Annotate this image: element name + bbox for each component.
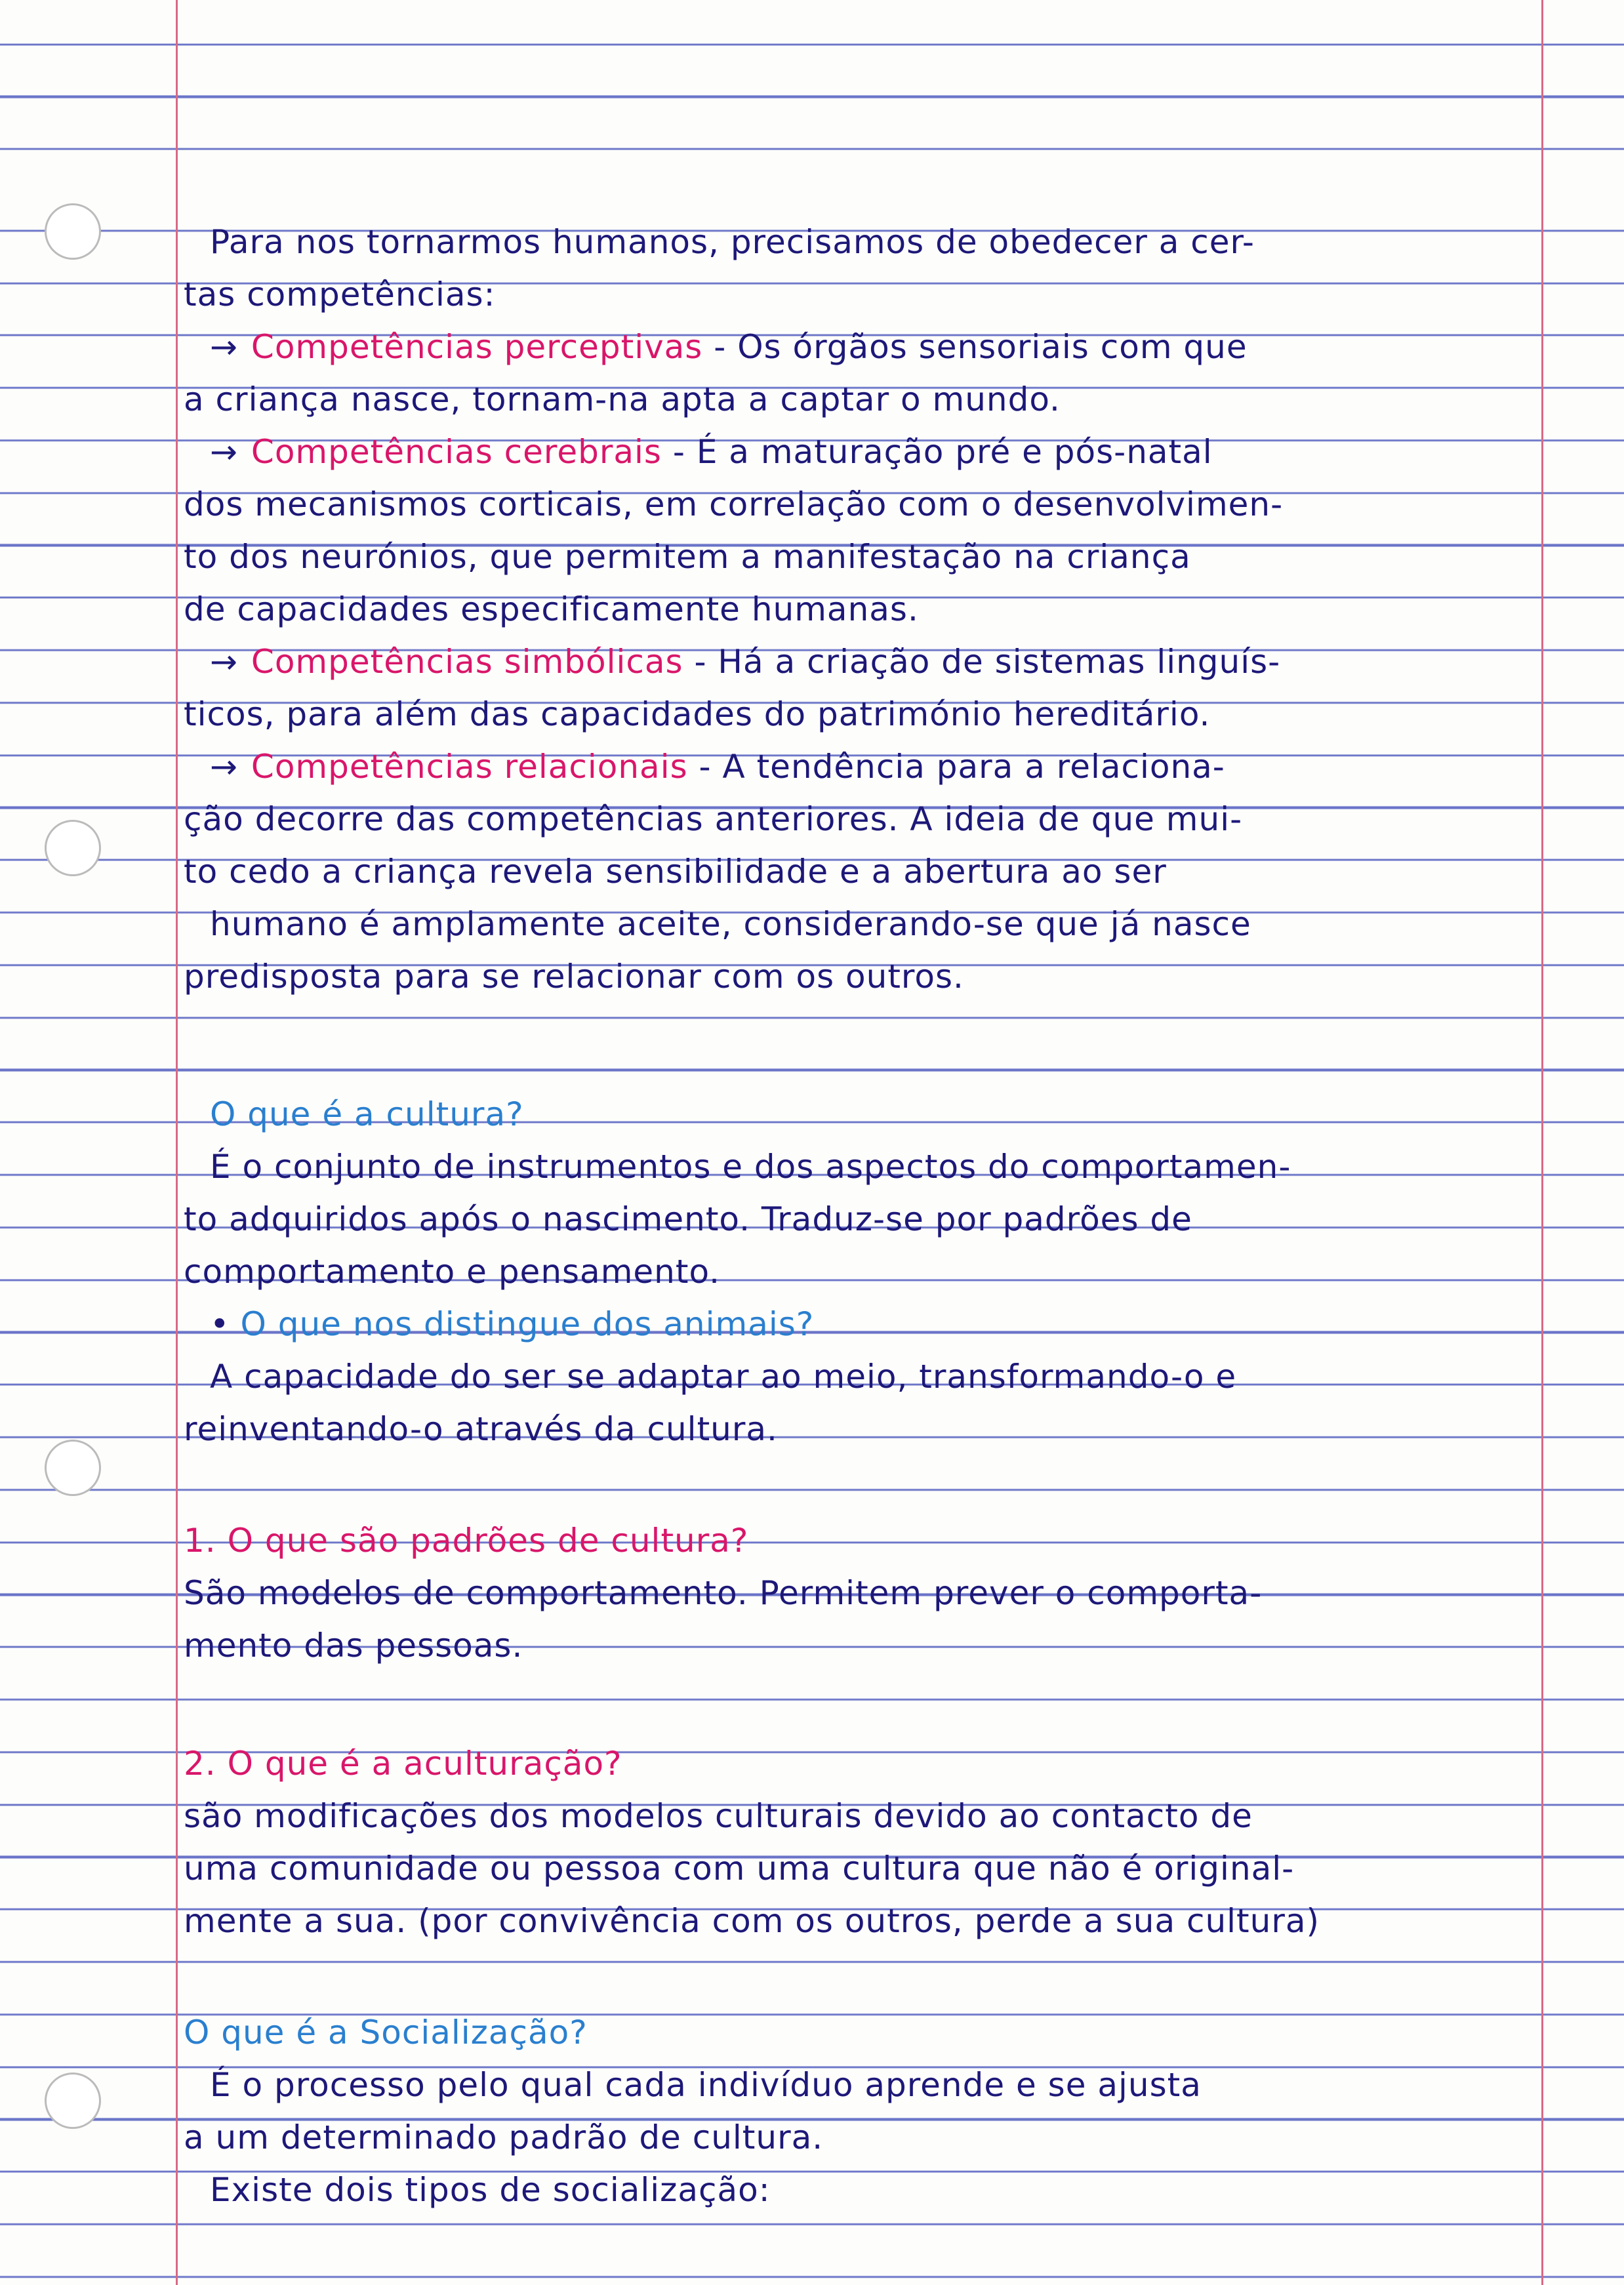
heading-socializacao: O que é a Socialização? xyxy=(184,2013,588,2052)
term-cerebrais: Competências cerebrais xyxy=(251,433,662,471)
socializacao-line-2: a um determinado padrão de cultura. xyxy=(184,2118,824,2156)
item-relacionais xyxy=(210,741,1561,792)
punch-hole-lower xyxy=(45,1440,101,1496)
aculturacao-line-3: mente a sua. (por convivência com os outros, perde a sua cultura) xyxy=(184,1902,1320,1940)
question-animais: O que nos distingue dos animais? xyxy=(240,1305,815,1343)
simbolicas-line-2: ticos, para além das capacidades do património hereditário. xyxy=(184,695,1211,733)
item-perceptivas xyxy=(210,321,1561,373)
aculturacao-line-2: uma comunidade ou pessoa com uma cultura que não é original- xyxy=(184,1850,1295,1888)
text-perceptivas: - Os órgãos sensoriais com que xyxy=(714,328,1248,366)
heading-aculturacao: 2. O que é a aculturação? xyxy=(184,1745,622,1783)
padroes-line-2: mento das pessoas. xyxy=(184,1627,523,1665)
cultura-line-1: É o conjunto de instrumentos e dos aspectos do comportamen- xyxy=(210,1148,1291,1186)
cultura-answer-2: reinventando-o através da cultura. xyxy=(184,1410,778,1448)
heading-cultura: O que é a cultura? xyxy=(210,1095,524,1133)
item-simbolicas xyxy=(210,636,1561,687)
punch-hole-upper xyxy=(45,820,101,876)
term-simbolicas: Competências simbólicas xyxy=(251,643,683,681)
padroes-line-1: São modelos de comportamento. Permitem prever o comporta- xyxy=(184,1574,1263,1612)
arrow-icon: → xyxy=(210,328,238,366)
cerebrais-line-4: de capacidades especificamente humanas. xyxy=(184,590,919,628)
text-cerebrais: - É a maturação pré e pós-natal xyxy=(672,433,1213,471)
term-perceptivas: Competências perceptivas xyxy=(251,328,703,366)
relacionais-line-3: to cedo a criança revela sensibilidade e a abertura ao ser xyxy=(184,853,1167,891)
item-cerebrais xyxy=(210,426,1561,477)
intro-line-1: Para nos tornarmos humanos, precisamos de obedecer a cer- xyxy=(210,223,1255,261)
perceptivas-line-2: a criança nasce, tornam-na apta a captar o mundo. xyxy=(184,380,1061,418)
cerebrais-line-2: dos mecanismos corticais, em correlação com o desenvolvimen- xyxy=(184,485,1284,523)
punch-hole-top xyxy=(45,203,101,260)
text-relacionais: - A tendência para a relaciona- xyxy=(699,748,1225,786)
cultura-question xyxy=(210,1299,1561,1350)
arrow-icon: → xyxy=(210,748,238,786)
cerebrais-line-3: to dos neurónios, que permitem a manifestação na criança xyxy=(184,538,1191,576)
term-relacionais: Competências relacionais xyxy=(251,748,688,786)
relacionais-line-4: humano é amplamente aceite, considerando-se que já nasce xyxy=(210,905,1251,943)
cultura-line-2: to adquiridos após o nascimento. Traduz-se por padrões de xyxy=(184,1200,1192,1238)
arrow-icon: → xyxy=(210,433,238,471)
left-margin-line xyxy=(176,0,178,2285)
punch-hole-bottom xyxy=(45,2073,101,2129)
cultura-answer-1: A capacidade do ser se adaptar ao meio, transformando-o e xyxy=(210,1358,1237,1396)
socializacao-line-3: Existe dois tipos de socialização: xyxy=(210,2171,771,2209)
bullet-icon: • xyxy=(210,1305,230,1343)
aculturacao-line-1: são modificações dos modelos culturais devido ao contacto de xyxy=(184,1797,1253,1835)
relacionais-line-5: predisposta para se relacionar com os outros. xyxy=(184,958,964,996)
heading-padroes: 1. O que são padrões de cultura? xyxy=(184,1522,749,1560)
text-simbolicas: - Há a criação de sistemas linguís- xyxy=(694,643,1281,681)
intro-line-2: tas competências: xyxy=(184,275,496,313)
arrow-icon: → xyxy=(210,643,238,681)
relacionais-line-2: ção decorre das competências anteriores. A ideia de que mui- xyxy=(184,800,1243,838)
cultura-line-3: comportamento e pensamento. xyxy=(184,1253,721,1291)
socializacao-line-1: É o processo pelo qual cada indivíduo aprende e se ajusta xyxy=(210,2066,1202,2104)
